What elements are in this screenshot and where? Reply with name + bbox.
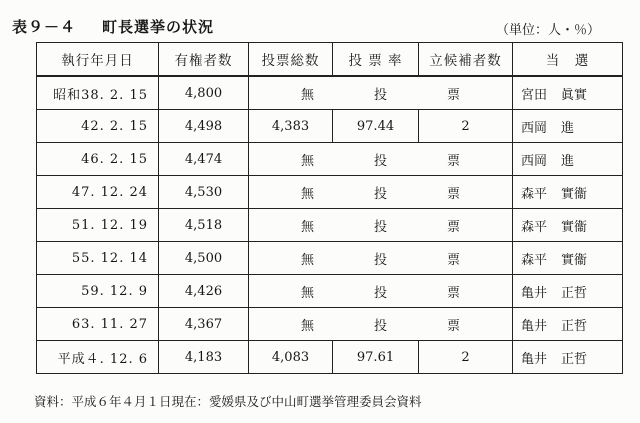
winner-given-name: 實衞 <box>561 252 588 268</box>
no-vote-char: 無 <box>300 186 314 202</box>
winner-family-name: 森平 <box>521 219 548 235</box>
table-row <box>37 275 623 308</box>
no-vote-text <box>249 282 512 301</box>
election-date: 42. 2. 15 <box>37 110 159 143</box>
no-vote-text <box>249 315 512 334</box>
col-header-votes: 投票総数 <box>249 43 333 77</box>
electorate-count: 4,498 <box>159 110 249 143</box>
winner-given-name: 實衞 <box>561 219 588 235</box>
winner-family-name: 亀井 <box>521 318 548 334</box>
winner-family-name: 宮田 <box>521 87 548 103</box>
col-header-winner: 当 選 <box>513 43 623 77</box>
no-vote-text <box>249 216 512 235</box>
unit-note: （単位：人・％） <box>495 23 600 38</box>
electorate-count: 4,367 <box>159 308 249 341</box>
electorate-count: 4,426 <box>159 275 249 308</box>
table-row <box>37 308 623 341</box>
winner-given-name: 進 <box>561 153 575 169</box>
no-vote-cell <box>249 308 513 341</box>
winner-name <box>513 176 623 209</box>
candidate-count: 2 <box>419 110 513 143</box>
no-vote-text <box>249 249 512 268</box>
no-vote-char: 投 <box>373 219 387 235</box>
table-body <box>37 76 623 374</box>
table-row <box>37 76 623 110</box>
winner-given-name: 正哲 <box>561 285 588 301</box>
election-date: 55. 12. 14 <box>37 242 159 275</box>
header-row <box>37 43 623 77</box>
election-date: 平成４. 12. 6 <box>37 341 159 374</box>
electorate-count: 4,518 <box>159 209 249 242</box>
col-header-candidates: 立候補者数 <box>419 43 513 77</box>
winner-family-name: 亀井 <box>521 351 548 367</box>
no-vote-cell <box>249 242 513 275</box>
table-row <box>37 242 623 275</box>
winner-given-name: 進 <box>561 120 575 136</box>
election-date: 昭和38. 2. 15 <box>37 76 159 110</box>
no-vote-char: 票 <box>446 318 460 334</box>
election-date: 63. 11. 27 <box>37 308 159 341</box>
winner-given-name: 正哲 <box>561 318 588 334</box>
table-title-text: 町長選挙の状況 <box>102 18 215 36</box>
no-vote-char: 無 <box>300 87 314 103</box>
winner-given-name: 正哲 <box>561 351 588 367</box>
table-number: 表９－４ <box>12 18 77 36</box>
table-row <box>37 341 623 374</box>
turnout-rate: 97.44 <box>333 110 419 143</box>
no-vote-char: 投 <box>373 87 387 103</box>
electorate-count: 4,500 <box>159 242 249 275</box>
table-title <box>12 16 214 37</box>
winner-family-name: 亀井 <box>521 285 548 301</box>
no-vote-char: 票 <box>446 285 460 301</box>
electorate-count: 4,530 <box>159 176 249 209</box>
election-date: 46. 2. 15 <box>37 143 159 176</box>
no-vote-char: 無 <box>300 318 314 334</box>
no-vote-text <box>249 183 512 202</box>
no-vote-char: 投 <box>373 252 387 268</box>
no-vote-char: 投 <box>373 186 387 202</box>
turnout-rate: 97.61 <box>333 341 419 374</box>
table-row <box>37 110 623 143</box>
table-row <box>37 143 623 176</box>
no-vote-char: 票 <box>446 252 460 268</box>
vote-total: 4,083 <box>249 341 333 374</box>
election-date: 59. 12. 9 <box>37 275 159 308</box>
no-vote-char: 無 <box>300 285 314 301</box>
no-vote-cell <box>249 209 513 242</box>
table-row <box>37 209 623 242</box>
winner-name <box>513 209 623 242</box>
source-note: 資料：平成６年４月１日現在：愛媛県及び中山町選挙管理委員会資料 <box>34 394 422 409</box>
no-vote-char: 投 <box>373 285 387 301</box>
winner-given-name: 實衞 <box>561 186 588 202</box>
no-vote-char: 票 <box>446 219 460 235</box>
no-vote-cell <box>249 143 513 176</box>
no-vote-cell <box>249 76 513 110</box>
no-vote-char: 票 <box>446 153 460 169</box>
winner-family-name: 西岡 <box>521 120 548 136</box>
winner-given-name: 眞實 <box>561 87 588 103</box>
winner-name <box>513 143 623 176</box>
election-date: 51. 12. 19 <box>37 209 159 242</box>
electorate-count: 4,800 <box>159 76 249 110</box>
winner-name <box>513 242 623 275</box>
col-header-electorate: 有権者数 <box>159 43 249 77</box>
no-vote-char: 無 <box>300 153 314 169</box>
col-header-date: 執行年月日 <box>37 43 159 77</box>
winner-name <box>513 341 623 374</box>
electorate-count: 4,183 <box>159 341 249 374</box>
no-vote-char: 票 <box>446 87 460 103</box>
col-header-rate: 投 票 率 <box>333 43 419 77</box>
no-vote-char: 無 <box>300 219 314 235</box>
candidate-count: 2 <box>419 341 513 374</box>
no-vote-text <box>249 84 512 103</box>
table-row <box>37 176 623 209</box>
winner-name <box>513 110 623 143</box>
winner-family-name: 西岡 <box>521 153 548 169</box>
no-vote-cell <box>249 275 513 308</box>
no-vote-text <box>249 150 512 169</box>
winner-family-name: 森平 <box>521 186 548 202</box>
winner-name <box>513 275 623 308</box>
election-date: 47. 12. 24 <box>37 176 159 209</box>
winner-family-name: 森平 <box>521 252 548 268</box>
winner-name <box>513 308 623 341</box>
no-vote-char: 投 <box>373 153 387 169</box>
no-vote-char: 票 <box>446 186 460 202</box>
no-vote-char: 投 <box>373 318 387 334</box>
electorate-count: 4,474 <box>159 143 249 176</box>
vote-total: 4,383 <box>249 110 333 143</box>
winner-name <box>513 76 623 110</box>
no-vote-char: 無 <box>300 252 314 268</box>
election-table <box>36 42 623 374</box>
no-vote-cell <box>249 176 513 209</box>
